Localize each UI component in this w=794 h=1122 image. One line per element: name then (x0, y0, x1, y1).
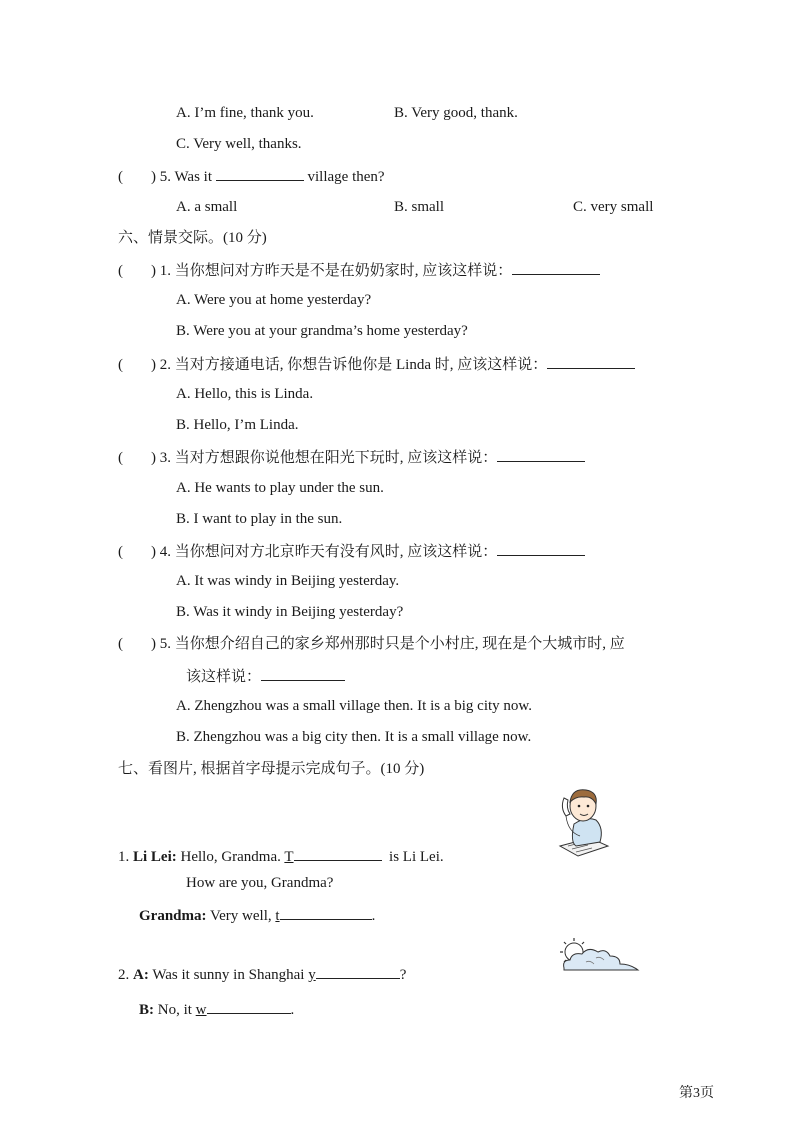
s6-item-2-option-a: A. Hello, this is Linda. (176, 386, 314, 402)
answer-paren-open: ( (118, 263, 123, 279)
s7-q1-line1 (118, 846, 444, 866)
s6-item-5-option-b: B. Zhengzhou was a big city then. It is a small village now. (176, 729, 532, 745)
answer-paren-open: ( (118, 357, 123, 373)
answer-paren-open: ( (118, 636, 123, 652)
q5-option-c: C. very small (573, 199, 654, 215)
s7-blank[interactable] (207, 999, 291, 1014)
s6-item-1 (118, 260, 600, 280)
s6-item-4-option-a: A. It was windy in Beijing yesterday. (176, 573, 400, 589)
s6-blank[interactable] (497, 541, 585, 556)
answer-paren-open: ( (118, 544, 123, 560)
speaker-a: A: (133, 967, 149, 983)
hint-letter: w (195, 1002, 207, 1018)
s6-blank[interactable] (512, 260, 600, 275)
s6-item-2 (118, 354, 635, 374)
s7-q2-num: 2. (118, 967, 130, 983)
answer-paren-open: ( (118, 169, 123, 185)
section7-title: 七、看图片, 根据首字母提示完成句子。(10 分) (118, 761, 425, 777)
s6-item-num: 2. (159, 357, 171, 373)
s6-item-prompt: 当你想问对方昨天是不是在奶奶家时, 应该这样说： (174, 263, 513, 279)
s6-item-prompt: 当对方接通电话, 你想告诉他你是 Linda 时, 应该这样说： (174, 357, 548, 373)
s7-q1-text1-post: is Li Lei. (389, 849, 444, 865)
s6-item-prompt: 当对方想跟你说他想在阳光下玩时, 应该这样说： (174, 450, 498, 466)
sun-cloud-illustration (556, 936, 642, 976)
s6-item-5-cont (186, 666, 345, 686)
q5-blank[interactable] (216, 166, 304, 181)
hint-letter: T (284, 849, 294, 865)
q5-post: village then? (307, 169, 385, 185)
q5-option-a: A. a small (176, 199, 238, 215)
s6-item-4-option-b: B. Was it windy in Beijing yesterday? (176, 604, 404, 620)
answer-paren-open: ( (118, 450, 123, 466)
s6-item-num: 5. (159, 636, 171, 652)
s6-item-5 (118, 635, 625, 653)
s7-q2-text2: No, it (157, 1002, 192, 1018)
s6-blank[interactable] (261, 666, 345, 681)
s6-item-prompt-cont: 该这样说： (186, 669, 262, 685)
q5-pre: 5. Was it (159, 169, 213, 185)
s6-item-prompt: 当你想介绍自己的家乡郑州那时只是个小村庄, 现在是个大城市时, 应 (174, 636, 625, 652)
question-mark: ? (399, 967, 407, 983)
s6-item-num: 4. (159, 544, 171, 560)
s7-blank[interactable] (280, 905, 372, 920)
s7-q1-line3 (139, 905, 375, 925)
s6-item-3-option-b: B. I want to play in the sun. (176, 511, 343, 527)
answer-paren-close: ) (151, 169, 156, 185)
phone-call-illustration (550, 784, 612, 858)
q5-line (118, 166, 385, 186)
answer-paren-close: ) (151, 357, 156, 373)
hint-letter: t (275, 908, 280, 924)
q4-option-c: C. Very well, thanks. (176, 136, 302, 152)
period: . (290, 1002, 295, 1018)
s6-item-1-option-a: A. Were you at home yesterday? (176, 292, 372, 308)
s7-q1-line2: How are you, Grandma? (186, 875, 334, 891)
s7-q2-line2 (139, 999, 294, 1019)
s6-item-3-option-a: A. He wants to play under the sun. (176, 480, 384, 496)
answer-paren-close: ) (151, 636, 156, 652)
period: . (371, 908, 376, 924)
s6-item-num: 1. (159, 263, 171, 279)
page-number: 第3页 (679, 1086, 714, 1101)
s6-item-5-option-a: A. Zhengzhou was a small village then. It is a big city now. (176, 698, 533, 714)
s7-q1-text3: Very well, (209, 908, 272, 924)
speaker-b: B: (139, 1002, 154, 1018)
s6-item-4 (118, 541, 585, 561)
s6-blank[interactable] (497, 447, 585, 462)
q4-option-a: A. I’m fine, thank you. (176, 105, 314, 121)
s6-item-prompt: 当你想问对方北京昨天有没有风时, 应该这样说： (174, 544, 498, 560)
s7-q2-line1 (118, 964, 406, 984)
speaker-lilei: Li Lei: (133, 849, 177, 865)
s6-item-2-option-b: B. Hello, I’m Linda. (176, 417, 299, 433)
s7-q1-num: 1. (118, 849, 130, 865)
s6-item-1-option-b: B. Were you at your grandma’s home yesterday? (176, 323, 468, 339)
answer-paren-close: ) (151, 450, 156, 466)
s7-blank[interactable] (316, 964, 400, 979)
s7-q1-text1: Hello, Grandma. (180, 849, 281, 865)
s6-blank[interactable] (547, 354, 635, 369)
s7-q2-text1: Was it sunny in Shanghai (152, 967, 305, 983)
s7-blank[interactable] (294, 846, 382, 861)
answer-paren-close: ) (151, 263, 156, 279)
hint-letter: y (308, 967, 316, 983)
speaker-grandma: Grandma: (139, 908, 207, 924)
section6-title: 六、情景交际。(10 分) (118, 230, 267, 246)
q4-option-b: B. Very good, thank. (394, 105, 518, 121)
q5-option-b: B. small (394, 199, 445, 215)
answer-paren-close: ) (151, 544, 156, 560)
s6-item-3 (118, 447, 585, 467)
s6-item-num: 3. (159, 450, 171, 466)
